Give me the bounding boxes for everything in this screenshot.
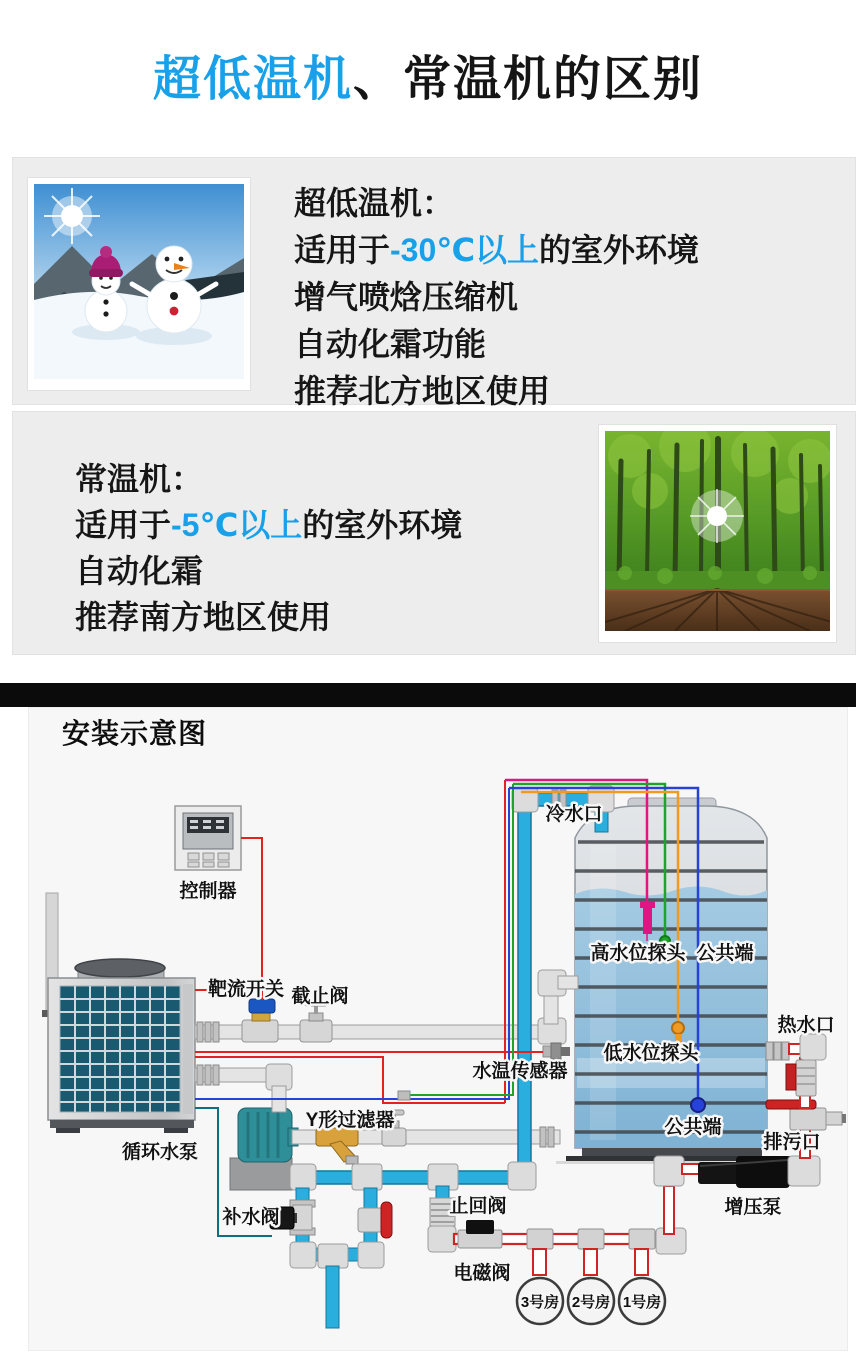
label-room2: 2号房 bbox=[571, 1294, 611, 1311]
normal-line3: 推荐南方地区使用 bbox=[75, 599, 332, 635]
controller-device bbox=[175, 806, 241, 870]
ultra-low-line3: 自动化霜功能 bbox=[294, 326, 487, 362]
solenoid-coil bbox=[466, 1220, 494, 1234]
circulation-pump bbox=[230, 1108, 298, 1190]
normal-line1: 适用于-5℃以上的室外环境 bbox=[75, 507, 463, 543]
common-terminal-bottom-dot bbox=[691, 1098, 705, 1112]
label-cold-inlet: 冷水口 bbox=[545, 804, 603, 825]
label-temp-sensor: 水温传感器 bbox=[472, 1061, 568, 1082]
ultra-low-line4: 推荐北方地区使用 bbox=[294, 373, 551, 409]
label-room1: 1号房 bbox=[622, 1294, 662, 1311]
installation-diagram-title: 安装示意图 bbox=[62, 718, 208, 749]
heat-pump-unit bbox=[48, 959, 195, 1133]
label-circ-pump: 循环水泵 bbox=[121, 1142, 199, 1163]
normal-heading: 常温机： bbox=[75, 461, 204, 497]
label-common-bottom: 公共端 bbox=[664, 1117, 722, 1138]
flow-switch-valve bbox=[242, 999, 278, 1042]
ultra-low-line2: 增气喷焓压缩机 bbox=[294, 279, 519, 315]
temp-sensor-fitting bbox=[543, 1043, 570, 1059]
label-y-filter: Y形过滤器 bbox=[305, 1110, 395, 1131]
page-title-rest: 、常温机的区别 bbox=[353, 53, 704, 106]
ultra-low-heading: 超低温机： bbox=[294, 185, 455, 221]
label-high-probe: 高水位探头 bbox=[590, 943, 686, 964]
union-valve bbox=[786, 1060, 816, 1096]
label-drain: 排污口 bbox=[763, 1132, 821, 1153]
label-stop-valve: 截止阀 bbox=[291, 986, 349, 1007]
label-makeup-valve: 补水阀 bbox=[222, 1207, 280, 1228]
page-title-highlight: 超低温机 bbox=[152, 53, 353, 106]
label-room3: 3号房 bbox=[520, 1294, 560, 1311]
hot-outlet-union bbox=[766, 1042, 789, 1060]
label-solenoid-valve: 电磁阀 bbox=[453, 1263, 511, 1284]
label-booster-pump: 增压泵 bbox=[724, 1197, 782, 1218]
label-low-probe: 低水位探头 bbox=[603, 1043, 699, 1064]
normal-line2: 自动化霜 bbox=[75, 553, 204, 589]
label-controller: 控制器 bbox=[179, 881, 237, 902]
ultra-low-line1: 适用于-30℃以上的室外环境 bbox=[294, 232, 700, 268]
stop-valve bbox=[300, 1001, 332, 1042]
label-hot-outlet: 热水口 bbox=[777, 1015, 835, 1036]
label-check-valve: 止回阀 bbox=[449, 1196, 507, 1217]
label-common-top: 公共端 bbox=[696, 943, 754, 964]
label-flow-switch: 靶流开关 bbox=[207, 979, 285, 1000]
